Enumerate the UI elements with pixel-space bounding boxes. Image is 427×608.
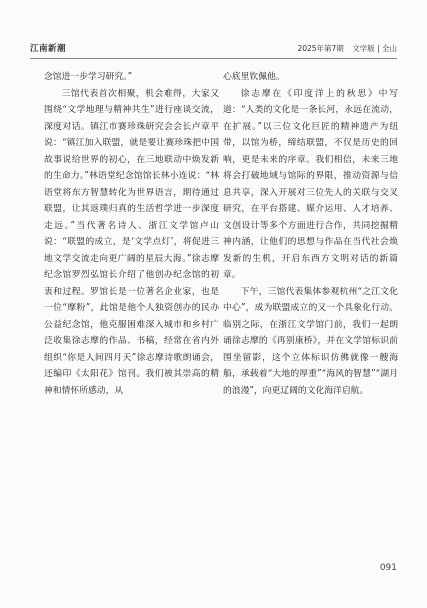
paragraph: 徐志摩在《印度洋上的秋思》中写道：“人类的文化是一条长河，永远在流动，在扩展。”以三位文化巨匠的精神遗产为纽带，以馆为桥，缔结联盟，不仅是历史的回响，更是未来的序章。我们相信，未来三地将会打破地域与馆际的界限，推动资源与信息共享，深入开展对三位先人的关联与交叉研究，在平台搭建、媒介运用、人才培养、文创设计等多个方面进行合作，共同挖掘精神内涵，让他们的思想与作品在当代社会焕发新的生机，开启东西方文明对话的新篇章。	[223, 88, 398, 280]
paragraph: 念馆进一步学习研究。”	[44, 72, 133, 82]
page-header	[30, 42, 397, 56]
paragraph: 心底里钦佩他。	[223, 72, 285, 82]
left-column	[44, 69, 219, 399]
magazine-logo: 江南新潮	[30, 44, 67, 54]
issue-info	[297, 43, 397, 54]
header-rule	[30, 58, 397, 59]
section-label: 文学版 | 全山	[352, 44, 397, 53]
header-separator	[347, 44, 349, 53]
issue-number: 2025年第7期	[297, 44, 344, 53]
page-number: 091	[379, 563, 397, 573]
right-column	[223, 69, 398, 399]
paragraph: 三馆代表首次相聚，机会难得，大家又围绕“文学地理与精神共生”进行座谈交流，深度对话。镇江市赛珍珠研究会会长卢章平说：“镇江加入联盟，就是要让赛珍珠把中国故事说给世界的初心，在三地联动中焕发新的生命力。”林语堂纪念馆馆长林小连说：“林语堂将东方智慧转化为世界语言，期待通过联盟，让其返璞归真的生活哲学进一步深度走远。”当代著名诗人、浙江文学馆卢山说：“联盟的成立，是‘文学点灯’，将促进三地文学交流走向更广阔的星辰大海。”徐志摩纪念馆罗烈弘馆长介绍了他创办纪念馆的初衷和过程。罗馆长是一位著名企业家，也是一位“摩粉”，此馆是他个人独资创办的民办公益纪念馆，他克服困难深入城市和乡村广泛收集徐志摩的作品、书稿，经常在省内外组织“你是人间四月天”徐志摩诗歌朗诵会，还编印《太阳花》馆刊。我们被其崇高的精神和情怀所感动，从	[44, 88, 219, 396]
paragraph: 下午，三馆代表集体参观杭州“之江文化中心”，成为联盟成立的又一个具象化行动。临别之际，在浙江文学馆门前，我们一起朗诵徐志摩的《再别康桥》，并在文学馆标识前围坐留影，这个立体标识仿佛就像一艘海船，承载着“大地的厚重”“海风的智慧”“湖月的浪漫”，向更辽阔的文化海洋启航。	[223, 286, 398, 396]
